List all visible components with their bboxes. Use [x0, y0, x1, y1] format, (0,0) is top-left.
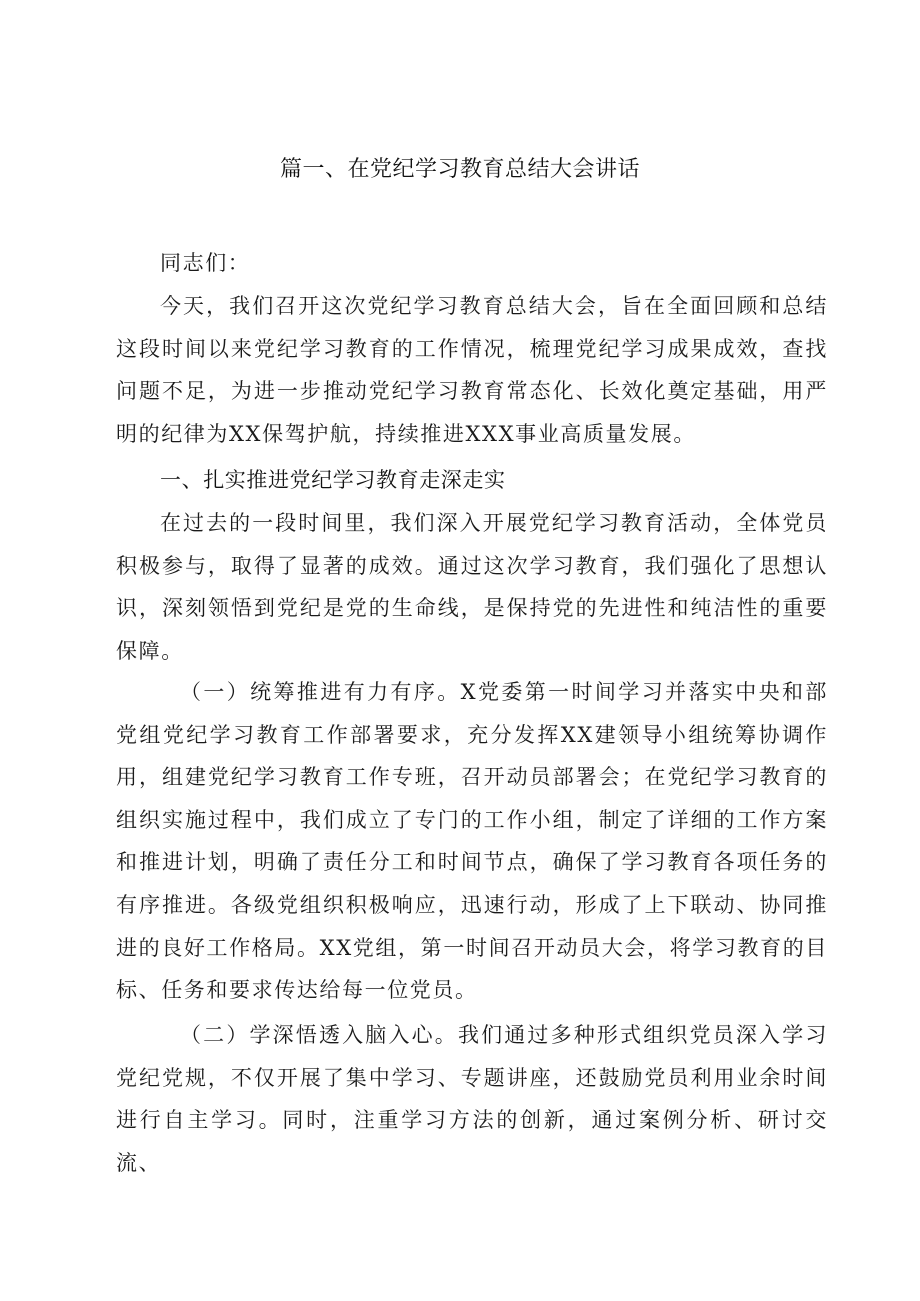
subsection-one-paragraph: （一）统筹推进有力有序。X党委第一时间学习并落实中央和部党组党纪学习教育工作部署要求，充分发挥XX建领导小组统筹协调作用，组建党纪学习教育工作专班，召开动员部署会；在党纪学习教育的组织实施过程中，我们成立了专门的工作小组，制定了详细的工作方案和推进计划，明确了责任分工和时间节点，确保了学习教育各项任务的有序推进。各级党组织积极响应，迅速行动，形成了上下联动、协同推进的良好工作格局。XX党组，第一时间召开动员大会，将学习教育的目标、任务和要求传达给每一位党员。 [116, 680, 828, 1003]
section-one-paragraph: 在过去的一段时间里，我们深入开展党纪学习教育活动，全体党员积极参与，取得了显著的成效。通过这次学习教育，我们强化了思想认识，深刻领悟到党纪是党的生命线，是保持党的先进性和纯洁性的重要保障。 [116, 511, 828, 663]
intro-paragraph: 今天，我们召开这次党纪学习教育总结大会，旨在全面回顾和总结这段时间以来党纪学习教育的工作情况，梳理党纪学习成果成效，查找问题不足，为进一步推动党纪学习教育常态化、长效化奠定基础，用严明的纪律为XX保驾护航，持续推进XXX事业高质量发展。 [116, 294, 828, 446]
subsection-two-paragraph: （二）学深悟透入脑入心。我们通过多种形式组织党员深入学习党纪党规，不仅开展了集中学习、专题讲座，还鼓励党员利用业余时间进行自主学习。同时，注重学习方法的创新，通过案例分析、研讨交流、 [116, 1023, 828, 1175]
section-one-heading: 一、扎实推进党纪学习教育走深走实 [160, 468, 506, 492]
salutation: 同志们： [160, 251, 251, 275]
document-title: 篇一、在党纪学习教育总结大会讲话 [279, 157, 640, 182]
